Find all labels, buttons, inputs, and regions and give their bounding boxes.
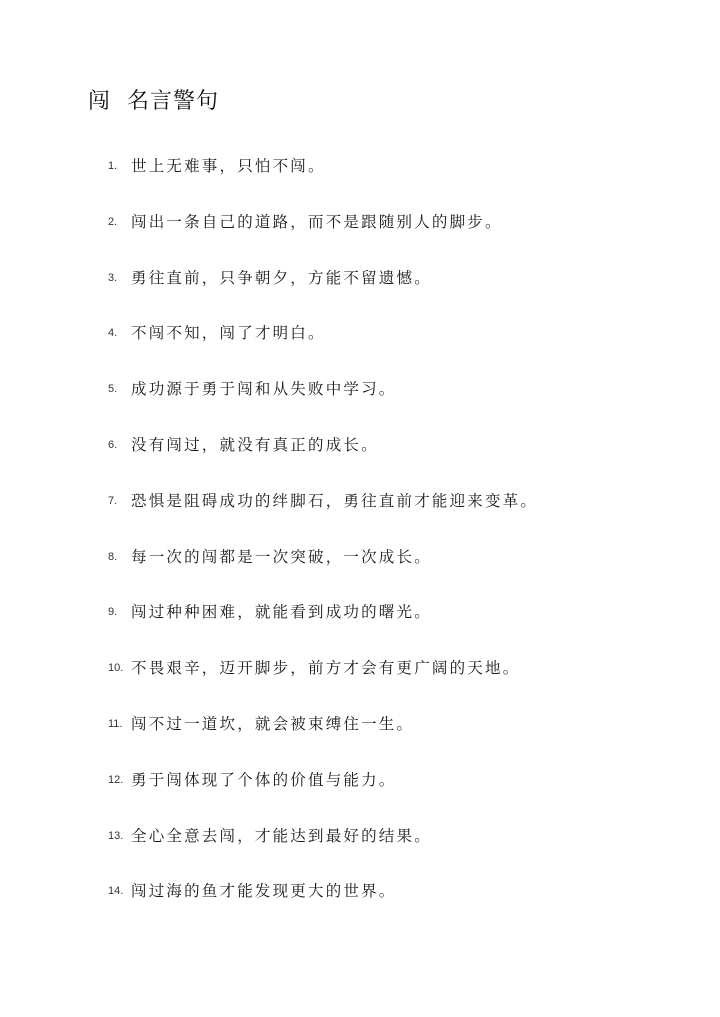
item-number: 2. — [108, 215, 118, 228]
item-text: 闯出一条自己的道路，而不是跟随别人的脚步。 — [131, 212, 503, 231]
item-number: 7. — [108, 494, 118, 507]
list-item — [108, 431, 538, 487]
item-text: 闯过海的鱼才能发现更大的世界。 — [131, 882, 397, 901]
item-text: 每一次的闯都是一次突破，一次成长。 — [131, 547, 432, 566]
item-text: 勇往直前，只争朝夕，方能不留遗憾。 — [131, 268, 432, 287]
item-number: 6. — [108, 438, 118, 451]
item-number: 13. — [108, 829, 124, 842]
item-text: 闯过种种困难，就能看到成功的曙光。 — [131, 603, 432, 622]
item-number: 1. — [108, 160, 118, 172]
list-item — [108, 654, 538, 710]
item-number: 11. — [108, 717, 123, 730]
list-item — [108, 152, 538, 208]
item-text: 成功源于勇于闯和从失败中学习。 — [131, 380, 397, 399]
item-text: 不闯不知，闯了才明白。 — [131, 324, 326, 343]
item-number: 8. — [108, 550, 118, 563]
item-text: 世上无难事，只怕不闯。 — [131, 157, 326, 175]
list-item — [108, 208, 538, 264]
item-number: 9. — [108, 606, 118, 619]
item-text: 全心全意去闯，才能达到最好的结果。 — [131, 826, 432, 845]
item-number: 14. — [108, 885, 124, 898]
list-item — [108, 487, 538, 543]
item-number: 3. — [108, 271, 118, 284]
item-number: 10. — [108, 662, 124, 675]
item-text: 闯不过一道坎，就会被束缚住一生。 — [131, 714, 415, 733]
page-title: 闯 名言警句 — [88, 89, 219, 114]
item-text: 勇于闯体现了个体的价值与能力。 — [131, 770, 397, 789]
item-number: 5. — [108, 383, 118, 396]
item-number: 4. — [108, 327, 118, 340]
list-item — [108, 598, 538, 654]
list-item — [108, 375, 538, 431]
list-item — [108, 543, 538, 599]
item-number: 12. — [108, 773, 124, 786]
item-text: 没有闯过，就没有真正的成长。 — [131, 435, 379, 454]
item-text: 恐惧是阻碍成功的绊脚石，勇往直前才能迎来变革。 — [131, 491, 539, 510]
list-item — [108, 710, 538, 766]
list-item — [108, 877, 538, 933]
quote-list — [108, 152, 538, 933]
list-item — [108, 822, 538, 878]
list-item — [108, 766, 538, 822]
item-text: 不畏艰辛，迈开脚步，前方才会有更广阔的天地。 — [131, 659, 521, 678]
list-item — [108, 264, 538, 320]
list-item — [108, 319, 538, 375]
